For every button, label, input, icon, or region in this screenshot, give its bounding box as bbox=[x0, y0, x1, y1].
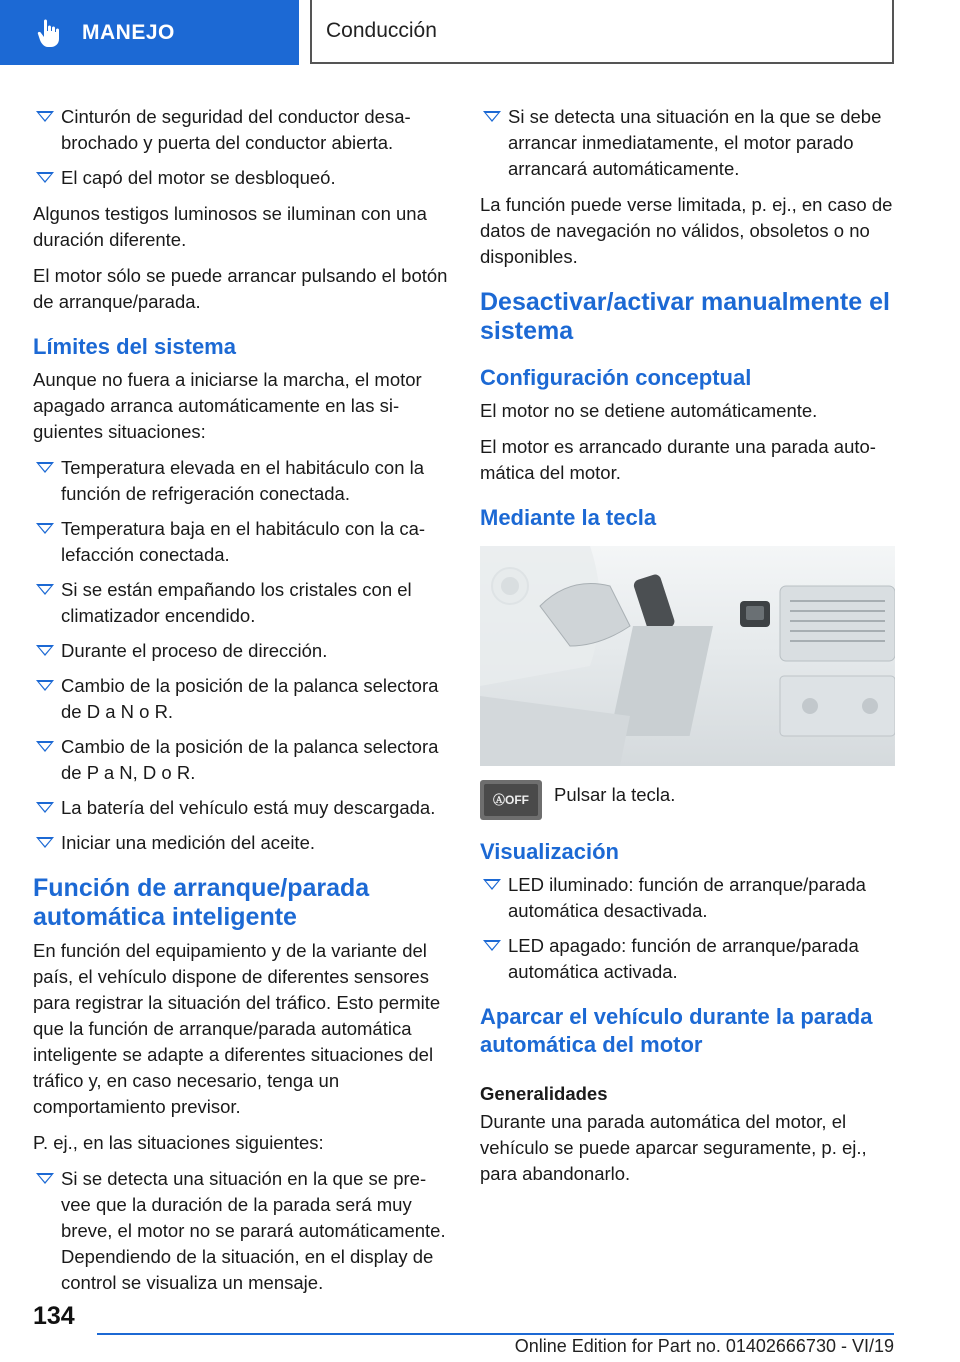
bullet-triangle-icon bbox=[36, 584, 54, 595]
right-column bbox=[480, 104, 898, 1197]
bullet-triangle-icon bbox=[483, 940, 501, 951]
footer-divider bbox=[97, 1333, 894, 1335]
heading-system-limits: Límites del sistema bbox=[33, 334, 236, 359]
list-item: Si se detecta una situación en la que se prevee que la duración de la parada será muy breve, el motor no se parará automáticamente. Dependiendo de la situación, en el display de control se visualiza un mensaje. bbox=[33, 1166, 448, 1296]
bullet-triangle-icon bbox=[483, 111, 501, 122]
chapter-tab-label: MANEJO bbox=[82, 20, 175, 44]
heading-auto-start-stop: Función de arranque/parada automática inteligente bbox=[33, 874, 370, 931]
list-item: Cambio de la posición de la palanca selectora de D a N o R. bbox=[33, 673, 448, 725]
key-instruction-text: Pulsar la tecla. bbox=[554, 784, 676, 805]
heading-via-key: Mediante la tecla bbox=[480, 505, 657, 530]
bullet-list-c bbox=[33, 1166, 448, 1296]
key-instruction bbox=[480, 780, 898, 820]
heading-manual-toggle: Desactivar/activar manualmente el sistema bbox=[480, 288, 890, 345]
list-item: LED apagado: función de arranque/parada automática activada. bbox=[480, 933, 898, 985]
bullet-list-b bbox=[33, 455, 448, 856]
page-number: 134 bbox=[33, 1302, 75, 1330]
bullet-triangle-icon bbox=[36, 741, 54, 752]
list-item: Cambio de la posición de la palanca selectora de P a N, D o R. bbox=[33, 734, 448, 786]
heading-concept-config: Configuración conceptual bbox=[480, 365, 752, 390]
bullet-list-d bbox=[480, 104, 898, 182]
auto-start-stop-off-button[interactable]: Ⓐ OFF bbox=[480, 780, 542, 820]
paragraph: El motor es arrancado durante una parada automática del motor. bbox=[480, 436, 876, 483]
chapter-tab[interactable] bbox=[0, 0, 299, 65]
heading-display: Visualización bbox=[480, 839, 619, 864]
section-header bbox=[310, 0, 894, 64]
list-item: Cinturón de seguridad del conductor desabrochado y puerta del conductor abierta. bbox=[33, 104, 448, 156]
list-item: LED iluminado: función de arranque/parada automática desactivada. bbox=[480, 872, 898, 924]
bullet-triangle-icon bbox=[36, 802, 54, 813]
list-item: Si se están empañando los cristales con el climatizador encendido. bbox=[33, 577, 448, 629]
list-item: Si se detecta una situación en la que se debe arrancar inmediatamente, el motor parado arrancará automáticamente. bbox=[480, 104, 898, 182]
list-item: Temperatura elevada en el habitáculo con la función de refrigeración conectada. bbox=[33, 455, 448, 507]
auto-start-stop-icon: Ⓐ bbox=[492, 793, 505, 807]
paragraph: Algunos testigos luminosos se iluminan con una duración diferente. bbox=[33, 203, 427, 250]
section-header-label: Conducción bbox=[326, 19, 437, 42]
bullet-triangle-icon bbox=[36, 172, 54, 183]
bullet-triangle-icon bbox=[36, 837, 54, 848]
paragraph: P. ej., en las situaciones siguientes: bbox=[33, 1132, 324, 1153]
bullet-triangle-icon bbox=[36, 680, 54, 691]
bullet-triangle-icon bbox=[483, 879, 501, 890]
paragraph: El motor sólo se puede arrancar pulsando el botón de arranque/parada. bbox=[33, 265, 448, 312]
paragraph: Durante una parada automática del motor, el vehículo se puede aparcar seguramente, p. ej., para abandonarlo. bbox=[480, 1111, 867, 1184]
list-item: Iniciar una medición del aceite. bbox=[33, 830, 448, 856]
list-item: Durante el proceso de dirección. bbox=[33, 638, 448, 664]
bullet-triangle-icon bbox=[36, 645, 54, 656]
dashboard-photo bbox=[480, 546, 895, 766]
paragraph: La función puede verse limitada, p. ej., en caso de datos de navegación no válidos, obsoletos o no disponibles. bbox=[480, 194, 893, 267]
edition-note: Online Edition for Part no. 01402666730 - VI/19 bbox=[514, 1336, 894, 1356]
paragraph: Aunque no fuera a iniciarse la marcha, el motor apagado arranca automáticamente en las siguientes situaciones: bbox=[33, 369, 422, 442]
heading-parking: Aparcar el vehículo durante la parada automática del motor bbox=[480, 1004, 873, 1057]
list-item: El capó del motor se desbloqueó. bbox=[33, 165, 448, 191]
bullet-triangle-icon bbox=[36, 523, 54, 534]
list-item: Temperatura baja en el habitáculo con la calefacción conectada. bbox=[33, 516, 448, 568]
bullet-list-a bbox=[33, 104, 448, 191]
bullet-triangle-icon bbox=[36, 462, 54, 473]
list-item: La batería del vehículo está muy descargada. bbox=[33, 795, 448, 821]
paragraph: En función del equipamiento y de la variante del país, el vehículo dispone de diferentes sensores para registrar la situación del tráfico. Esto permite que la función de arranque/parada automática inteligente se adapte a diferentes situaciones del tráfico y, en caso necesario, tenga un comportamiento previsor. bbox=[33, 940, 441, 1117]
bullet-list-e bbox=[480, 872, 898, 985]
steering-column-illustration bbox=[480, 546, 895, 766]
paragraph: El motor no se detiene automáticamente. bbox=[480, 400, 818, 421]
hand-pointer-icon bbox=[32, 15, 68, 51]
heading-general: Generalidades bbox=[480, 1083, 608, 1104]
bullet-triangle-icon bbox=[36, 111, 54, 122]
bullet-triangle-icon bbox=[36, 1173, 54, 1184]
left-column bbox=[33, 104, 448, 1306]
